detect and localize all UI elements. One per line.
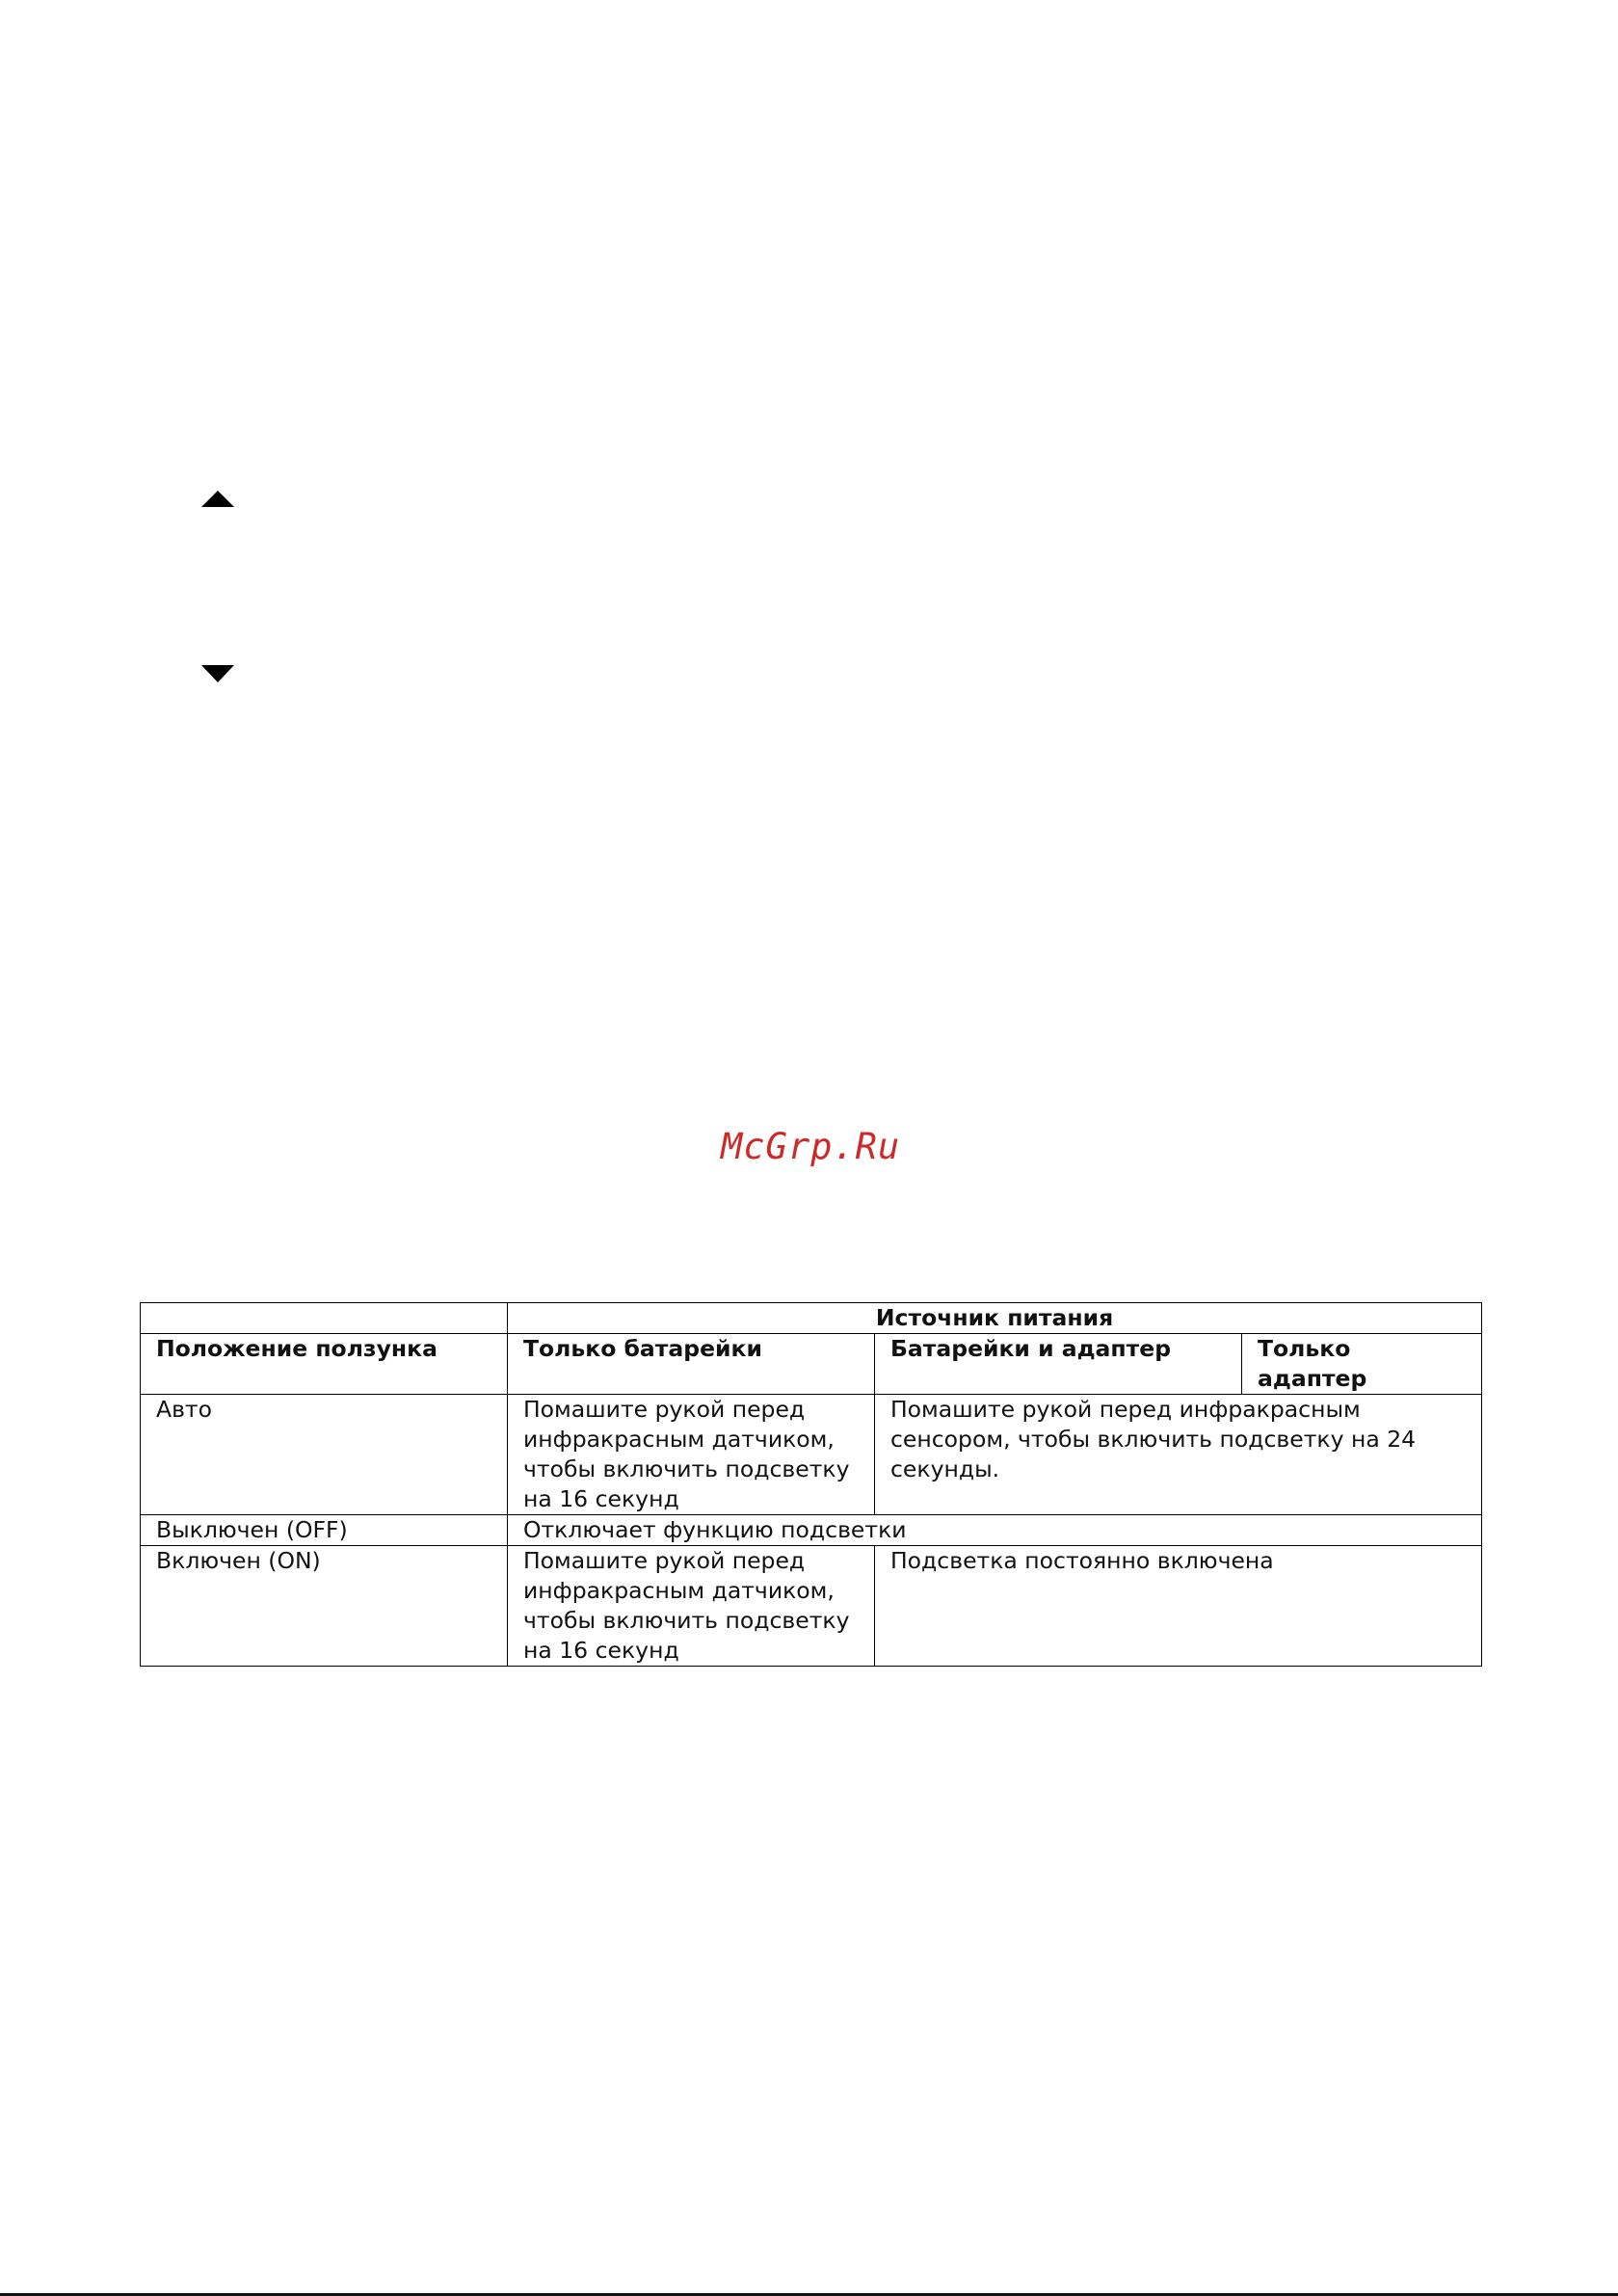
cell-position: Авто bbox=[141, 1395, 508, 1515]
cell-battery-only: Помашите рукой перед инфракрасным датчиком, чтобы включить подсветку на 16 секунд bbox=[508, 1546, 875, 1667]
table-row bbox=[141, 1546, 1482, 1667]
power-source-table bbox=[140, 1302, 1482, 1667]
cell-all-sources: Отключает функцию подсветки bbox=[508, 1515, 1482, 1546]
cell-adapter: Помашите рукой перед инфракрасным сенсором, чтобы включить подсветку на 24 секунды. bbox=[875, 1395, 1482, 1515]
triangle-up-icon bbox=[201, 491, 234, 507]
cell-battery-only: Помашите рукой перед инфракрасным датчиком, чтобы включить подсветку на 16 секунд bbox=[508, 1395, 875, 1515]
table-column-header-row bbox=[141, 1334, 1482, 1395]
column-header-battery-only: Только батарейки bbox=[508, 1334, 875, 1395]
power-source-header: Источник питания bbox=[508, 1303, 1482, 1334]
column-header-battery-and-adapter: Батарейки и адаптер bbox=[875, 1334, 1242, 1395]
table-corner-cell bbox=[141, 1303, 508, 1334]
table-group-header-row bbox=[141, 1303, 1482, 1334]
column-header-slider-position: Положение ползунка bbox=[141, 1334, 508, 1395]
cell-position: Выключен (OFF) bbox=[141, 1515, 508, 1546]
table-row bbox=[141, 1515, 1482, 1546]
watermark: McGrp.Ru bbox=[721, 1126, 901, 1167]
column-header-adapter-only: Только адаптер bbox=[1242, 1334, 1482, 1395]
cell-position: Включен (ON) bbox=[141, 1546, 508, 1667]
cell-adapter: Подсветка постоянно включена bbox=[875, 1546, 1482, 1667]
triangle-down-icon bbox=[201, 665, 234, 682]
table-row bbox=[141, 1395, 1482, 1515]
